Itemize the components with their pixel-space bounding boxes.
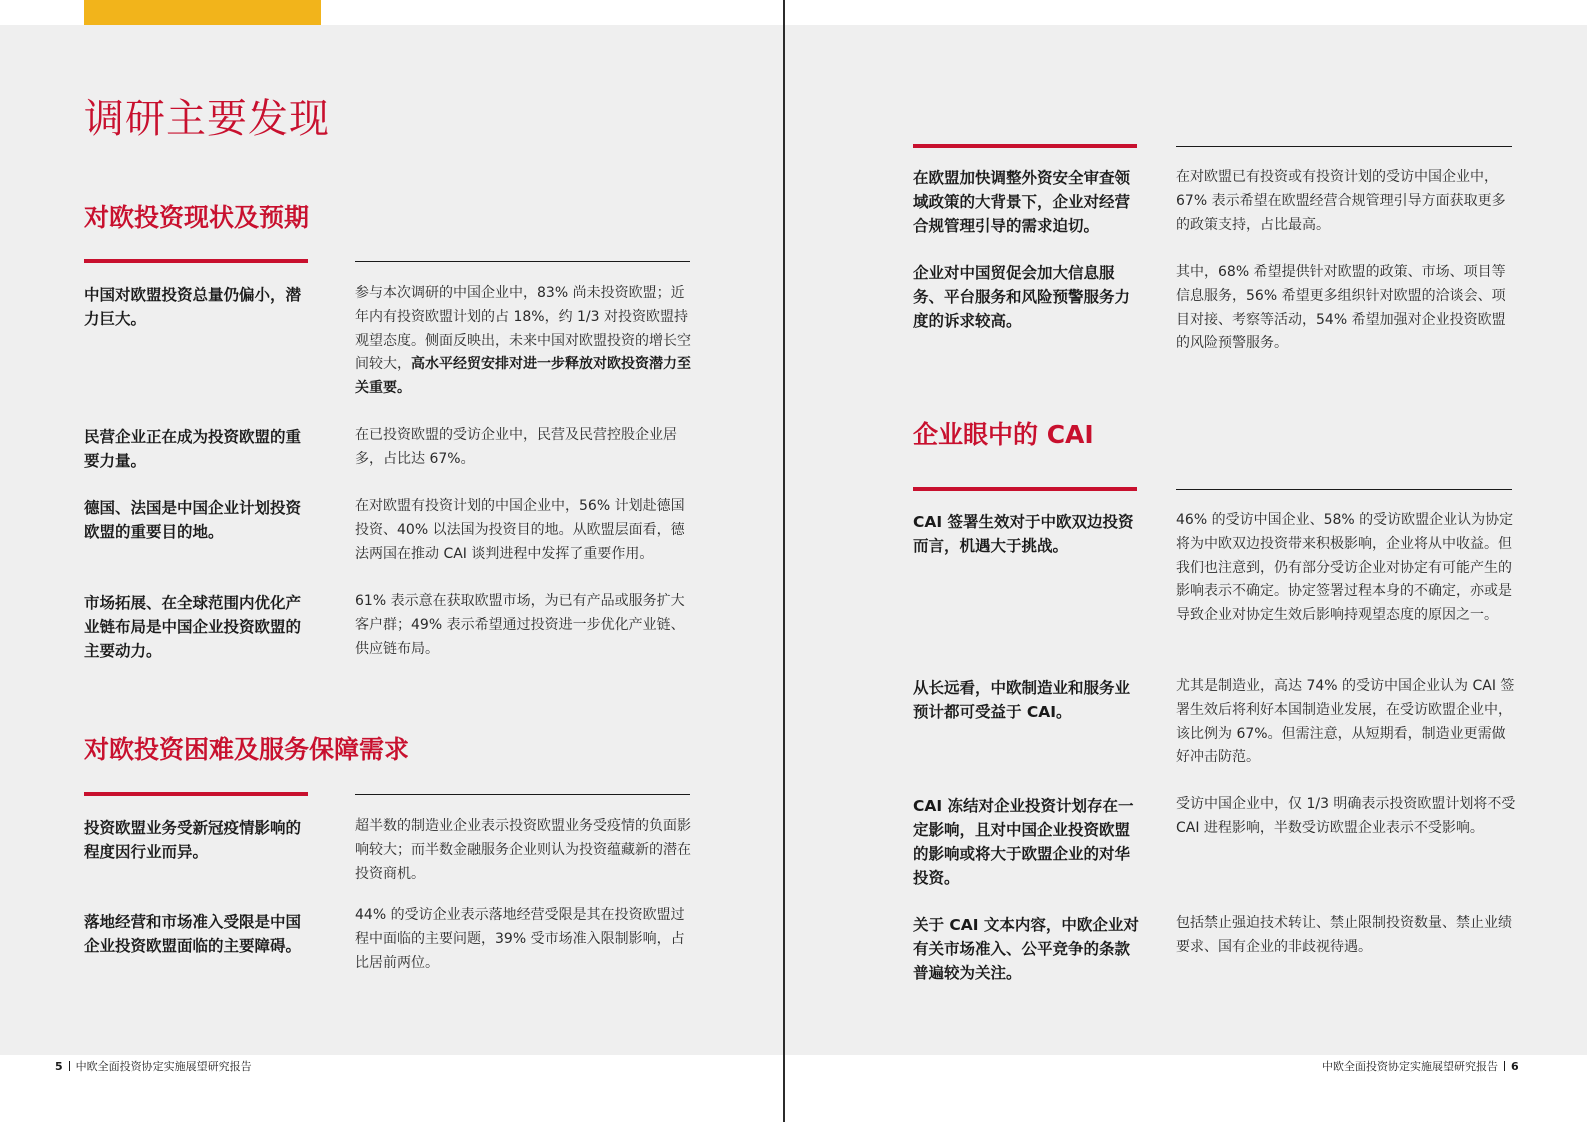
finding-text: 企业对中国贸促会加大信息服务、平台服务和风险预警服务力度的诉求较高。: [913, 264, 1131, 330]
finding-text: 在欧盟加快调整外资安全审查领域政策的大背景下，企业对经营合规管理引导的需求迫切。: [913, 169, 1131, 235]
detail-text: 包括禁止强迫技术转让、禁止限制投资数量、禁止业绩要求、国有企业的非歧视待遇。: [1176, 915, 1512, 955]
page-title: 调研主要发现: [84, 96, 330, 142]
detail-text: 46% 的受访中国企业、58% 的受访欧盟企业认为协定将为中欧双边投资带来积极影响，企业将从中收益。但我们也注意到，仍有部分受访企业对协定有可能产生的影响表示不确定。协定签署过程本身的不确定，亦或是导致企业对协定生效后影响持观望态度的原因之一。: [1176, 512, 1514, 624]
section-title-current-status: 对欧投资现状及预期: [84, 203, 310, 232]
section-title-cai: 企业眼中的 CAI: [913, 420, 1094, 449]
footer-report-title: 中欧全面投资协定实施展望研究报告: [75, 1060, 252, 1073]
page-number: 5: [55, 1060, 63, 1073]
yellow-tab-decoration: [84, 0, 321, 25]
detail-text: 在已投资欧盟的受访企业中，民营及民营控股企业居多，占比达 67%。: [355, 427, 677, 467]
finding-text: 落地经营和市场准入受限是中国企业投资欧盟面临的主要障碍。: [84, 913, 302, 955]
finding-text: 关于 CAI 文本内容，中欧企业对有关市场准入、公平竞争的条款普遍较为关注。: [913, 916, 1139, 982]
detail-text: 44% 的受访企业表示落地经营受限是其在投资欧盟过程中面临的主要问题，39% 受市场准入限制影响，占比居前两位。: [355, 907, 685, 971]
finding-text: 从长远看，中欧制造业和服务业预计都可受益于 CAI。: [913, 679, 1131, 721]
red-rule: [913, 144, 1137, 148]
detail-text: 在对欧盟有投资计划的中国企业中，56% 计划赴德国投资、40% 以法国为投资目的地。从欧盟层面看，德法两国在推动 CAI 谈判进程中发挥了重要作用。: [355, 498, 685, 562]
red-rule: [84, 792, 308, 796]
red-rule: [913, 487, 1137, 491]
detail-text: 尤其是制造业，高达 74% 的受访中国企业认为 CAI 签署生效后将利好本国制造业发展，在受访欧盟企业中，该比例为 67%。但需注意，从短期看，制造业更需做好冲击防范。: [1176, 678, 1515, 766]
finding-text: CAI 冻结对企业投资计划存在一定影响，且对中国企业投资欧盟的影响或将大于欧盟企业的对华投资。: [913, 797, 1134, 887]
finding-text: 德国、法国是中国企业计划投资欧盟的重要目的地。: [84, 499, 302, 541]
footer-separator: [1504, 1061, 1505, 1071]
black-rule: [1176, 146, 1512, 147]
detail-emphasis: 高水平经贸安排对进一步释放对欧投资潜力至关重要。: [355, 356, 691, 397]
finding-text: 市场拓展、在全球范围内优化产业链布局是中国企业投资欧盟的主要动力。: [84, 594, 302, 660]
black-rule: [355, 794, 690, 795]
detail-text: 参与本次调研的中国企业中，83% 尚未投资欧盟；近年内有投资欧盟计划的占 18%，约 1/3 对投资欧盟持观望态度。侧面反映出，未来中国对欧盟投资的增长空间较大，高水平经贸安排对进一步释放对欧投资潜力至关重要。: [355, 285, 691, 397]
footer-right: [1322, 1060, 1519, 1074]
detail-text: 61% 表示意在获取欧盟市场，为已有产品或服务扩大客户群；49% 表示希望通过投资进一步优化产业链、供应链布局。: [355, 593, 685, 657]
detail-text: 其中，68% 希望提供针对欧盟的政策、市场、项目等信息服务，56% 希望更多组织针对欧盟的洽谈会、项目对接、考察等活动，54% 希望加强对企业投资欧盟的风险预警服务。: [1176, 264, 1506, 352]
footer-left: [55, 1060, 252, 1074]
detail-text: 超半数的制造业企业表示投资欧盟业务受疫情的负面影响较大；而半数金融服务企业则认为投资蕴藏新的潜在投资商机。: [355, 818, 691, 882]
red-rule: [84, 259, 308, 263]
finding-text: 民营企业正在成为投资欧盟的重要力量。: [84, 428, 302, 470]
page-spine-divider: [783, 0, 785, 1122]
page-number: 6: [1511, 1060, 1519, 1073]
finding-text: 中国对欧盟投资总量仍偏小，潜力巨大。: [84, 286, 302, 328]
finding-text: 投资欧盟业务受新冠疫情影响的程度因行业而异。: [84, 819, 302, 861]
section-title-difficulties: 对欧投资困难及服务保障需求: [84, 735, 410, 764]
finding-text: CAI 签署生效对于中欧双边投资而言，机遇大于挑战。: [913, 513, 1134, 555]
detail-text: 受访中国企业中，仅 1/3 明确表示投资欧盟计划将不受 CAI 进程影响，半数受访欧盟企业表示不受影响。: [1176, 796, 1516, 836]
footer-report-title: 中欧全面投资协定实施展望研究报告: [1322, 1060, 1498, 1073]
black-rule: [1176, 489, 1512, 490]
footer-separator: [69, 1061, 70, 1071]
black-rule: [355, 261, 690, 262]
detail-text: 在对欧盟已有投资或有投资计划的受访中国企业中，67% 表示希望在欧盟经营合规管理引导方面获取更多的政策支持，占比最高。: [1176, 169, 1506, 233]
